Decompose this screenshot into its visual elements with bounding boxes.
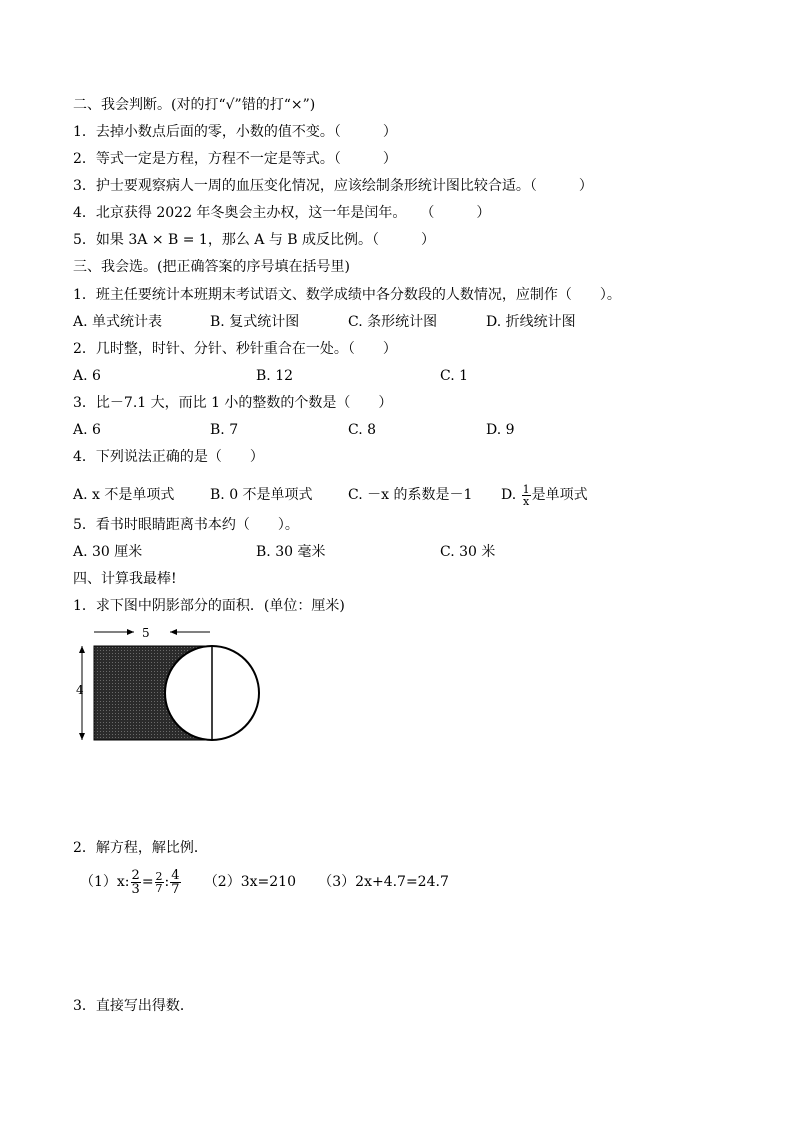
judge-item-4: 4．北京获得 2022 年冬奥会主办权，这一年是闰年。 （ ） (73, 205, 491, 221)
fraction-numerator: 4 (171, 867, 180, 883)
option-a: A. x 不是单项式 (73, 487, 175, 503)
choice-q3: 3．比－7.1 大，而比 1 小的整数的个数是（ ） (73, 395, 393, 411)
option-d-label: D. (501, 487, 517, 503)
choice-q4: 4．下列说法正确的是（ ） (73, 449, 264, 465)
calc-q2: 2．解方程，解比例． (73, 840, 208, 856)
option-a: A. 单式统计表 (73, 314, 163, 330)
option-c: C. 8 (348, 422, 377, 438)
judge-item-5: 5．如果 3A × B = 1，那么 A 与 B 成反比例。（ ） (73, 232, 436, 248)
arrowhead-icon (79, 646, 85, 653)
option-b: B. 复式统计图 (210, 314, 300, 330)
calc-q1: 1．求下图中阴影部分的面积．(单位：厘米) (73, 598, 345, 614)
option-a: A. 6 (73, 368, 101, 384)
option-a: A. 6 (73, 422, 101, 438)
judge-item-1: 1．去掉小数点后面的零，小数的值不变。（ ） (73, 124, 397, 140)
option-d-suffix: 是单项式 (531, 487, 588, 503)
fraction-denominator: 7 (155, 881, 163, 895)
option-d (501, 480, 588, 510)
shaded-area-figure (72, 622, 272, 747)
arrowhead-icon (170, 629, 177, 635)
fraction-1-over-x (522, 484, 531, 507)
fraction-numerator: 2 (155, 869, 163, 883)
option-d: D. 9 (486, 422, 515, 438)
option-c: C. 30 米 (440, 544, 496, 560)
option-b: B. 7 (210, 422, 239, 438)
eq1-equals: = (141, 874, 154, 890)
option-b: B. 0 不是单项式 (210, 487, 313, 503)
option-c: C. －x 的系数是－1 (348, 487, 473, 503)
arrowhead-icon (79, 733, 85, 740)
eq1-prefix: （1）x: (80, 874, 130, 890)
eq3: （3）2x+4.7=24.7 (318, 874, 449, 890)
choice-q1-options (73, 312, 753, 332)
eq1-colon: : (164, 874, 170, 890)
eq2: （2）3x=210 (203, 874, 296, 890)
calc-q3: 3．直接写出得数． (73, 998, 194, 1014)
option-d: D. 折线统计图 (486, 314, 576, 330)
fraction-denominator: 3 (131, 881, 140, 897)
section4-heading: 四、计算我最棒! (73, 571, 177, 587)
width-label: 5 (142, 626, 150, 640)
section3-heading: 三、我会选。(把正确答案的序号填在括号里) (73, 259, 350, 275)
choice-q2-options (73, 366, 753, 386)
height-label: 4 (76, 683, 84, 697)
choice-q1: 1．班主任要统计本班期末考试语文、数学成绩中各分数段的人数情况，应制作（ ）。 (73, 287, 621, 303)
option-c: C. 1 (440, 368, 469, 384)
choice-q3-options (73, 420, 753, 440)
option-a: A. 30 厘米 (73, 544, 143, 560)
fraction-numerator: 2 (131, 867, 140, 883)
fraction-4-7 (170, 869, 180, 896)
judge-item-2: 2．等式一定是方程，方程不一定是等式。（ ） (73, 151, 397, 167)
fraction-2-7 (155, 871, 164, 894)
judge-item-3: 3．护士要观察病人一周的血压变化情况，应该绘制条形统计图比较合适。（ ） (73, 178, 593, 194)
fraction-2-3 (131, 869, 141, 896)
option-b: B. 30 毫米 (256, 544, 326, 560)
option-c: C. 条形统计图 (348, 314, 438, 330)
fraction-numerator: 1 (522, 482, 530, 496)
fraction-denominator: 7 (171, 881, 180, 897)
section2-heading: 二、我会判断。(对的打“√”错的打“×”) (73, 97, 316, 113)
fraction-denominator: x (523, 494, 530, 508)
choice-q4-options (73, 480, 753, 510)
arrowhead-icon (127, 629, 134, 635)
equations-row (80, 862, 449, 902)
option-b: B. 12 (256, 368, 294, 384)
choice-q5: 5．看书时眼睛距离书本约（ ）。 (73, 517, 299, 533)
choice-q5-options (73, 542, 753, 562)
choice-q2: 2．几时整，时针、分针、秒针重合在一处。（ ） (73, 341, 397, 357)
